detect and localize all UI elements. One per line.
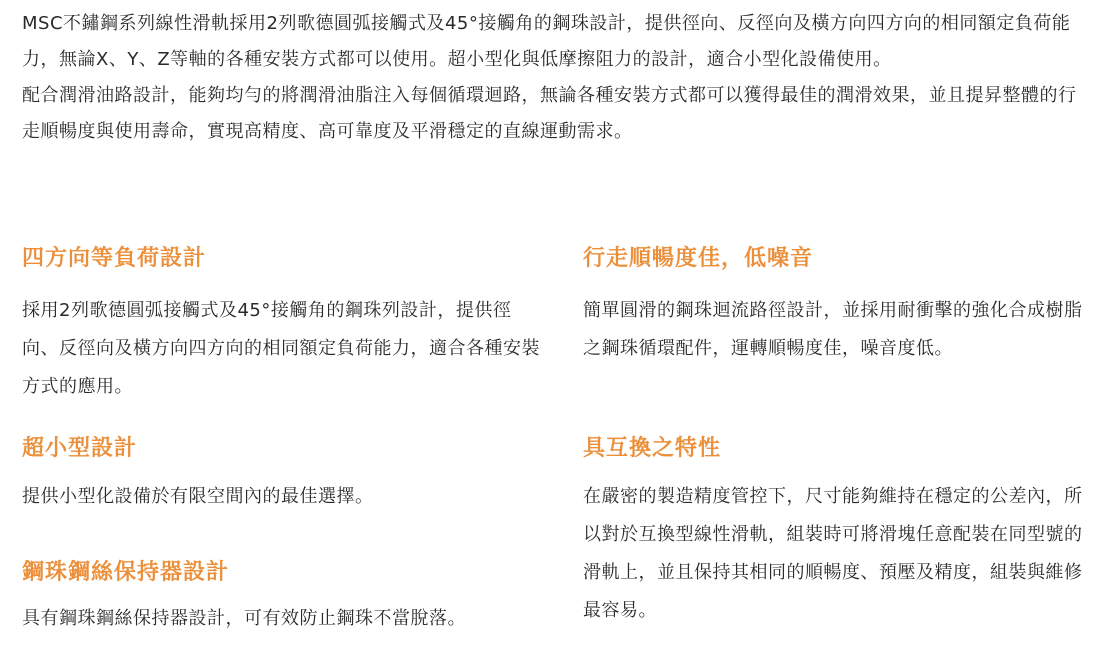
feature-title: 具互換之特性: [583, 436, 722, 461]
intro-paragraph: 配合潤滑油路設計，能夠均勻的將潤滑油脂注入每個循環迴路，無論各種安裝方式都可以獲得最佳的潤滑效果，並且提昇整體的行走順暢度與使用壽命，實現高精度、高可靠度及平滑穩定的直線運動需求。: [22, 85, 1077, 142]
feature-title: 四方向等負荷設計: [22, 246, 207, 271]
feature-title: 超小型設計: [22, 436, 138, 461]
feature-title: 鋼珠鋼絲保持器設計: [22, 560, 230, 585]
feature-smooth-low-noise: [583, 244, 1088, 368]
feature-interchangeable: [583, 434, 1088, 630]
feature-body: 具有鋼珠鋼絲保持器設計，可有效防止鋼珠不當脫落。: [22, 608, 466, 629]
intro-section: [22, 6, 1084, 150]
feature-body: 簡單圓滑的鋼珠迴流路徑設計，並採用耐衝擊的強化合成樹脂之鋼珠循環配件，運轉順暢度佳，噪音度低。: [583, 300, 1083, 359]
feature-equal-load: [22, 244, 542, 406]
feature-title: 行走順暢度佳，低噪音: [583, 246, 814, 271]
intro-paragraph: MSC不鏽鋼系列線性滑軌採用2列歌德圓弧接觸式及45°接觸角的鋼珠設計，提供徑向、反徑向及橫方向四方向的相同額定負荷能力，無論X、Y、Z等軸的各種安裝方式都可以使用。超小型化與低摩擦阻力的設計，適合小型化設備使用。: [22, 13, 1071, 70]
feature-body: 採用2列歌德圓弧接觸式及45°接觸角的鋼珠列設計，提供徑向、反徑向及橫方向四方向的相同額定負荷能力，適合各種安裝方式的應用。: [22, 300, 540, 397]
feature-ultra-small: [22, 434, 542, 516]
feature-body: 在嚴密的製造精度管控下，尺寸能夠維持在穩定的公差內，所以對於互換型線性滑軌，組裝時可將滑塊任意配裝在同型號的滑軌上，並且保持其相同的順暢度、預壓及精度，組裝與維修最容易。: [583, 486, 1083, 621]
feature-body: 提供小型化設備於有限空間內的最佳選擇。: [22, 486, 374, 507]
feature-retainer: [22, 558, 542, 638]
